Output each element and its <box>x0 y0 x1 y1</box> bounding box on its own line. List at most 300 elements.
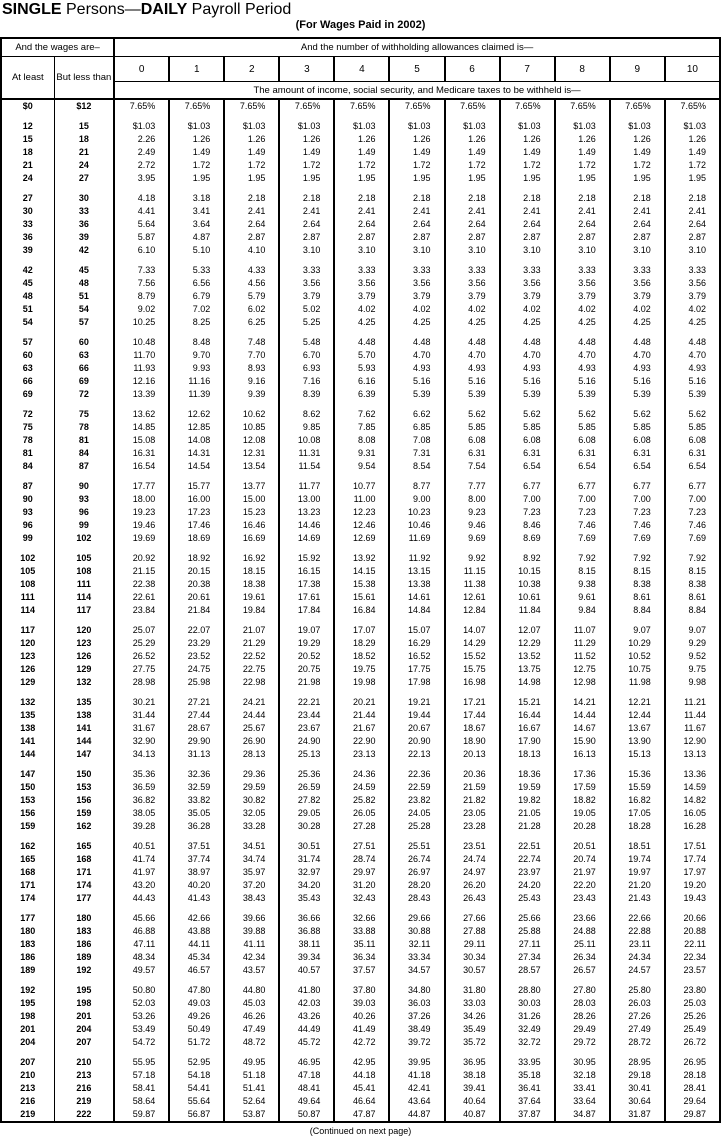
tax-value-cell: 10.52 <box>610 650 665 663</box>
spacer-cell <box>445 113 500 120</box>
table-row <box>1 578 720 591</box>
tax-value-cell: 3.79 <box>665 290 720 303</box>
wage-at-least-cell: 135 <box>1 709 54 722</box>
wage-but-less-cell: 57 <box>54 316 114 329</box>
withholding-table <box>0 37 721 1123</box>
tax-value-cell: 39.34 <box>279 951 334 964</box>
tax-value-cell: 7.33 <box>114 264 169 277</box>
tax-value-cell: 3.33 <box>279 264 334 277</box>
tax-value-cell: 34.20 <box>279 879 334 892</box>
wage-but-less-cell: 42 <box>54 244 114 257</box>
spacer-cell <box>114 545 169 552</box>
tax-value-cell: 8.38 <box>610 578 665 591</box>
tax-value-cell: 23.97 <box>500 866 555 879</box>
tax-value-cell: 4.25 <box>500 316 555 329</box>
tax-value-cell: 11.52 <box>555 650 610 663</box>
tax-value-cell: 49.57 <box>114 964 169 977</box>
tax-value-cell: 14.21 <box>555 696 610 709</box>
tax-value-cell: 21.44 <box>334 709 389 722</box>
tax-value-cell: 30.03 <box>500 997 555 1010</box>
tax-value-cell: 2.64 <box>610 218 665 231</box>
tax-value-cell: 35.05 <box>169 807 224 820</box>
tax-value-cell: 3.33 <box>389 264 444 277</box>
spacer-cell <box>500 401 555 408</box>
wage-but-less-cell: 153 <box>54 781 114 794</box>
tax-value-cell: 18.92 <box>169 552 224 565</box>
tax-value-cell: 9.75 <box>665 663 720 676</box>
tax-value-cell: 3.10 <box>500 244 555 257</box>
wage-but-less-cell: 141 <box>54 722 114 735</box>
tax-value-cell: 38.11 <box>279 938 334 951</box>
tax-value-cell: 25.13 <box>279 748 334 761</box>
tax-value-cell: 24.36 <box>334 768 389 781</box>
table-row <box>1 722 720 735</box>
table-row <box>1 735 720 748</box>
tax-value-cell: 37.87 <box>500 1108 555 1122</box>
tax-value-cell: 27.75 <box>114 663 169 676</box>
tax-value-cell: 23.67 <box>279 722 334 735</box>
tax-value-cell: 40.26 <box>334 1010 389 1023</box>
table-row <box>1 99 720 113</box>
tax-value-cell: 2.41 <box>279 205 334 218</box>
wage-at-least-cell: 45 <box>1 277 54 290</box>
tax-value-cell: 2.87 <box>279 231 334 244</box>
wage-but-less-cell: 105 <box>54 552 114 565</box>
footer-note: (Continued on next page) <box>309 1126 412 1136</box>
tax-value-cell: 2.18 <box>279 192 334 205</box>
table-row <box>1 997 720 1010</box>
tax-value-cell: 31.44 <box>114 709 169 722</box>
spacer-cell <box>500 977 555 984</box>
wage-at-least-cell: 189 <box>1 964 54 977</box>
spacer-cell <box>500 257 555 264</box>
wage-but-less-cell: 21 <box>54 146 114 159</box>
tax-value-cell: 17.77 <box>114 480 169 493</box>
tax-value-cell: 23.43 <box>555 892 610 905</box>
tax-value-cell: 32.36 <box>169 768 224 781</box>
tax-value-cell: 26.74 <box>389 853 444 866</box>
tax-value-cell: 17.59 <box>555 781 610 794</box>
tax-value-cell: 3.79 <box>334 290 389 303</box>
tax-value-cell: 5.39 <box>665 388 720 401</box>
tax-value-cell: 22.88 <box>610 925 665 938</box>
spacer-cell <box>114 185 169 192</box>
table-row <box>1 421 720 434</box>
table-row <box>1 984 720 997</box>
table-row <box>1 912 720 925</box>
tax-value-cell: 9.61 <box>555 591 610 604</box>
allowance-count-header: 5 <box>389 57 444 82</box>
tax-value-cell: 26.72 <box>665 1036 720 1049</box>
tax-value-cell: 35.49 <box>445 1023 500 1036</box>
tax-value-cell: 3.33 <box>500 264 555 277</box>
wage-but-less-cell: 174 <box>54 879 114 892</box>
tax-value-cell: 32.05 <box>224 807 279 820</box>
table-row <box>1 820 720 833</box>
wage-at-least-cell: 138 <box>1 722 54 735</box>
tax-value-cell: 2.18 <box>500 192 555 205</box>
spacer-cell <box>334 473 389 480</box>
tax-value-cell: 41.18 <box>389 1069 444 1082</box>
wage-but-less-cell: 75 <box>54 408 114 421</box>
wage-but-less-cell: 135 <box>54 696 114 709</box>
tax-value-cell: 37.57 <box>334 964 389 977</box>
tax-value-cell: 2.87 <box>665 231 720 244</box>
spacer-cell <box>334 905 389 912</box>
wage-at-least-cell: 54 <box>1 316 54 329</box>
tax-value-cell: 24.75 <box>169 663 224 676</box>
tax-value-cell: 45.41 <box>334 1082 389 1095</box>
tax-value-cell: 22.38 <box>114 578 169 591</box>
spacer-cell <box>665 1049 720 1056</box>
tax-value-cell: 9.16 <box>224 375 279 388</box>
tax-value-cell: 38.97 <box>169 866 224 879</box>
tax-value-cell: 25.82 <box>334 794 389 807</box>
tax-value-cell: 21.20 <box>610 879 665 892</box>
tax-value-cell: 15.90 <box>555 735 610 748</box>
tax-value-cell: 8.38 <box>665 578 720 591</box>
tax-value-cell: 2.87 <box>555 231 610 244</box>
table-row <box>1 624 720 637</box>
tax-value-cell: 32.72 <box>500 1036 555 1049</box>
tax-value-cell: 7.65% <box>665 99 720 113</box>
spacer-cell <box>169 617 224 624</box>
tax-value-cell: 13.13 <box>665 748 720 761</box>
spacer-cell <box>1 257 54 264</box>
wage-but-less-cell: 39 <box>54 231 114 244</box>
tax-value-cell: 1.26 <box>389 133 444 146</box>
tax-value-cell: 7.85 <box>334 421 389 434</box>
tax-value-cell: 28.03 <box>555 997 610 1010</box>
tax-value-cell: 30.21 <box>114 696 169 709</box>
tax-value-cell: 37.20 <box>224 879 279 892</box>
tax-value-cell: 22.90 <box>334 735 389 748</box>
tax-value-cell: 17.44 <box>445 709 500 722</box>
table-row <box>1 1036 720 1049</box>
title-single: SINGLE <box>2 1 62 18</box>
table-row <box>1 493 720 506</box>
tax-value-cell: 36.28 <box>169 820 224 833</box>
spacer-cell <box>169 185 224 192</box>
tax-value-cell: 7.65% <box>224 99 279 113</box>
spacer-cell <box>389 905 444 912</box>
tax-value-cell: 12.46 <box>334 519 389 532</box>
tax-value-cell: 3.56 <box>279 277 334 290</box>
tax-value-cell: 30.34 <box>445 951 500 964</box>
spacer-cell <box>389 257 444 264</box>
wage-at-least-cell: 102 <box>1 552 54 565</box>
tax-value-cell: 11.77 <box>279 480 334 493</box>
spacer-cell <box>1 689 54 696</box>
spacer-cell <box>610 545 665 552</box>
spacer-cell <box>389 833 444 840</box>
tax-value-cell: 7.23 <box>610 506 665 519</box>
tax-value-cell: 34.13 <box>114 748 169 761</box>
tax-value-cell: 1.72 <box>334 159 389 172</box>
tax-value-cell: 32.90 <box>114 735 169 748</box>
wage-but-less-cell: 111 <box>54 578 114 591</box>
tax-value-cell: 39.95 <box>389 1056 444 1069</box>
wage-but-less-cell: 150 <box>54 768 114 781</box>
spacer-cell <box>665 977 720 984</box>
tax-value-cell: 12.31 <box>224 447 279 460</box>
tax-value-cell: 7.65% <box>389 99 444 113</box>
tax-value-cell: 4.48 <box>334 336 389 349</box>
spacer-cell <box>54 1049 114 1056</box>
table-row <box>1 1082 720 1095</box>
tax-value-cell: 20.75 <box>279 663 334 676</box>
tax-value-cell: 9.93 <box>169 362 224 375</box>
tax-value-cell: 5.93 <box>334 362 389 375</box>
tax-value-cell: 6.79 <box>169 290 224 303</box>
tax-value-cell: 4.70 <box>555 349 610 362</box>
spacer-cell <box>169 473 224 480</box>
tax-value-cell: 6.93 <box>279 362 334 375</box>
spacer-cell <box>555 905 610 912</box>
spacer-cell <box>169 761 224 768</box>
tax-value-cell: 6.16 <box>334 375 389 388</box>
wage-at-least-cell: 159 <box>1 820 54 833</box>
tax-value-cell: 20.36 <box>445 768 500 781</box>
wage-but-less-cell: 168 <box>54 853 114 866</box>
tax-value-cell: 19.46 <box>114 519 169 532</box>
wage-at-least-cell: 108 <box>1 578 54 591</box>
tax-value-cell: 6.77 <box>555 480 610 493</box>
tax-value-cell: 8.84 <box>610 604 665 617</box>
table-row <box>1 650 720 663</box>
spacer-cell <box>445 257 500 264</box>
tax-value-cell: 2.18 <box>224 192 279 205</box>
spacer-cell <box>610 473 665 480</box>
spacer-cell <box>665 113 720 120</box>
wage-at-least-cell: 213 <box>1 1082 54 1095</box>
tax-value-cell: 28.57 <box>500 964 555 977</box>
tax-value-cell: 30.57 <box>445 964 500 977</box>
tax-value-cell: 10.38 <box>500 578 555 591</box>
spacer-cell <box>54 473 114 480</box>
wage-at-least-cell: 177 <box>1 912 54 925</box>
tax-value-cell: 26.90 <box>224 735 279 748</box>
spacer-cell <box>169 257 224 264</box>
table-row <box>1 172 720 185</box>
tax-value-cell: 10.29 <box>610 637 665 650</box>
table-row <box>1 434 720 447</box>
tax-value-cell: 9.98 <box>665 676 720 689</box>
tax-value-cell: 42.03 <box>279 997 334 1010</box>
wage-at-least-cell: 78 <box>1 434 54 447</box>
tax-value-cell: 15.07 <box>389 624 444 637</box>
tax-value-cell: 34.51 <box>224 840 279 853</box>
wage-but-less-cell: 156 <box>54 794 114 807</box>
tax-value-cell: 15.92 <box>279 552 334 565</box>
tax-value-cell: 7.77 <box>445 480 500 493</box>
tax-value-cell: 53.87 <box>224 1108 279 1122</box>
tax-value-cell: 29.49 <box>555 1023 610 1036</box>
wage-at-least-cell: 48 <box>1 290 54 303</box>
tax-value-cell: 3.56 <box>610 277 665 290</box>
tax-value-cell: 8.61 <box>610 591 665 604</box>
tax-value-cell: 46.64 <box>334 1095 389 1108</box>
spacer-cell <box>389 761 444 768</box>
tax-value-cell: 4.25 <box>555 316 610 329</box>
wage-at-least-cell: 180 <box>1 925 54 938</box>
tax-value-cell: 3.56 <box>555 277 610 290</box>
tax-value-cell: 19.75 <box>334 663 389 676</box>
tax-value-cell: 23.80 <box>665 984 720 997</box>
table-row <box>1 964 720 977</box>
tax-value-cell: 6.62 <box>389 408 444 421</box>
spacer-cell <box>279 689 334 696</box>
tax-value-cell: 50.87 <box>279 1108 334 1122</box>
tax-value-cell: 8.84 <box>665 604 720 617</box>
wage-at-least-cell: 114 <box>1 604 54 617</box>
tax-value-cell: 1.49 <box>169 146 224 159</box>
spacer-cell <box>279 185 334 192</box>
tax-value-cell: 27.51 <box>334 840 389 853</box>
tax-value-cell: 4.48 <box>389 336 444 349</box>
group-spacer-row <box>1 1049 720 1056</box>
spacer-cell <box>114 977 169 984</box>
tax-value-cell: 42.95 <box>334 1056 389 1069</box>
tax-value-cell: 13.54 <box>224 460 279 473</box>
tax-value-cell: 8.15 <box>665 565 720 578</box>
tax-value-cell: 13.36 <box>665 768 720 781</box>
spacer-cell <box>1 761 54 768</box>
spacer-cell <box>54 689 114 696</box>
tax-value-cell: 15.36 <box>610 768 665 781</box>
table-row <box>1 663 720 676</box>
tax-value-cell: 30.28 <box>279 820 334 833</box>
tax-value-cell: 30.64 <box>610 1095 665 1108</box>
wage-but-less-cell: 24 <box>54 159 114 172</box>
spacer-cell <box>334 617 389 624</box>
table-row <box>1 205 720 218</box>
tax-value-cell: 7.00 <box>500 493 555 506</box>
tax-value-cell: 41.80 <box>279 984 334 997</box>
group-spacer-row <box>1 689 720 696</box>
tax-value-cell: 54.18 <box>169 1069 224 1082</box>
tax-value-cell: 22.75 <box>224 663 279 676</box>
tax-value-cell: 17.46 <box>169 519 224 532</box>
wage-at-least-cell: 186 <box>1 951 54 964</box>
tax-value-cell: 12.69 <box>334 532 389 545</box>
wage-but-less-cell: 36 <box>54 218 114 231</box>
wage-but-less-cell: 81 <box>54 434 114 447</box>
spacer-cell <box>169 905 224 912</box>
page-title <box>0 0 721 19</box>
tax-value-cell: 8.46 <box>500 519 555 532</box>
tax-value-cell: 47.87 <box>334 1108 389 1122</box>
wage-but-less-cell: $12 <box>54 99 114 113</box>
tax-value-cell: 31.20 <box>334 879 389 892</box>
tax-value-cell: 28.98 <box>114 676 169 689</box>
tax-value-cell: 4.41 <box>114 205 169 218</box>
tax-value-cell: 3.56 <box>389 277 444 290</box>
tax-value-cell: 16.28 <box>665 820 720 833</box>
tax-value-cell: 17.07 <box>334 624 389 637</box>
tax-value-cell: 43.64 <box>389 1095 444 1108</box>
tax-value-cell: 3.79 <box>500 290 555 303</box>
tax-value-cell: 31.67 <box>114 722 169 735</box>
wage-at-least-cell: 156 <box>1 807 54 820</box>
spacer-cell <box>279 977 334 984</box>
spacer-cell <box>114 329 169 336</box>
tax-value-cell: 4.02 <box>500 303 555 316</box>
spacer-cell <box>1 545 54 552</box>
tax-value-cell: 14.08 <box>169 434 224 447</box>
tax-value-cell: 2.64 <box>555 218 610 231</box>
spacer-cell <box>610 905 665 912</box>
tax-value-cell: 19.07 <box>279 624 334 637</box>
tax-value-cell: 5.39 <box>555 388 610 401</box>
spacer-cell <box>389 689 444 696</box>
tax-value-cell: 3.10 <box>389 244 444 257</box>
group-spacer-row <box>1 905 720 912</box>
tax-value-cell: 5.39 <box>610 388 665 401</box>
spacer-cell <box>54 761 114 768</box>
tax-value-cell: 1.72 <box>389 159 444 172</box>
wage-at-least-cell: 24 <box>1 172 54 185</box>
tax-value-cell: 10.23 <box>389 506 444 519</box>
tax-value-cell: 16.54 <box>114 460 169 473</box>
table-row <box>1 447 720 460</box>
tax-value-cell: 31.87 <box>610 1108 665 1122</box>
wage-at-least-cell: 183 <box>1 938 54 951</box>
allowance-count-header: 3 <box>279 57 334 82</box>
tax-value-cell: 26.43 <box>445 892 500 905</box>
wage-at-least-cell: 84 <box>1 460 54 473</box>
tax-value-cell: 37.80 <box>334 984 389 997</box>
spacer-cell <box>555 473 610 480</box>
tax-value-cell: 43.88 <box>169 925 224 938</box>
tax-value-cell: 39.66 <box>224 912 279 925</box>
tax-value-cell: 9.70 <box>169 349 224 362</box>
tax-value-cell: 5.16 <box>665 375 720 388</box>
tax-value-cell: 3.95 <box>114 172 169 185</box>
tax-value-cell: 2.87 <box>610 231 665 244</box>
tax-value-cell: 5.62 <box>445 408 500 421</box>
spacer-cell <box>389 545 444 552</box>
tax-value-cell: 2.18 <box>445 192 500 205</box>
tax-value-cell: 1.49 <box>389 146 444 159</box>
tax-value-cell: 43.57 <box>224 964 279 977</box>
spacer-cell <box>1 1049 54 1056</box>
tax-value-cell: 5.39 <box>389 388 444 401</box>
tax-value-cell: 25.88 <box>500 925 555 938</box>
tax-value-cell: 29.05 <box>279 807 334 820</box>
tax-value-cell: 32.59 <box>169 781 224 794</box>
tax-value-cell: 14.84 <box>389 604 444 617</box>
tax-value-cell: 7.92 <box>665 552 720 565</box>
tax-value-cell: 48.34 <box>114 951 169 964</box>
tax-value-cell: 44.18 <box>334 1069 389 1082</box>
spacer-cell <box>389 617 444 624</box>
table-row <box>1 159 720 172</box>
tax-value-cell: 13.75 <box>500 663 555 676</box>
wage-at-least-cell: 99 <box>1 532 54 545</box>
tax-value-cell: 18.00 <box>114 493 169 506</box>
table-row <box>1 951 720 964</box>
tax-value-cell: 10.08 <box>279 434 334 447</box>
table-row <box>1 231 720 244</box>
tax-value-cell: 25.98 <box>169 676 224 689</box>
tax-value-cell: 53.26 <box>114 1010 169 1023</box>
tax-value-cell: 39.28 <box>114 820 169 833</box>
tax-value-cell: 7.00 <box>665 493 720 506</box>
wage-but-less-cell: 132 <box>54 676 114 689</box>
wage-but-less-cell: 210 <box>54 1056 114 1069</box>
tax-value-cell: 4.02 <box>445 303 500 316</box>
